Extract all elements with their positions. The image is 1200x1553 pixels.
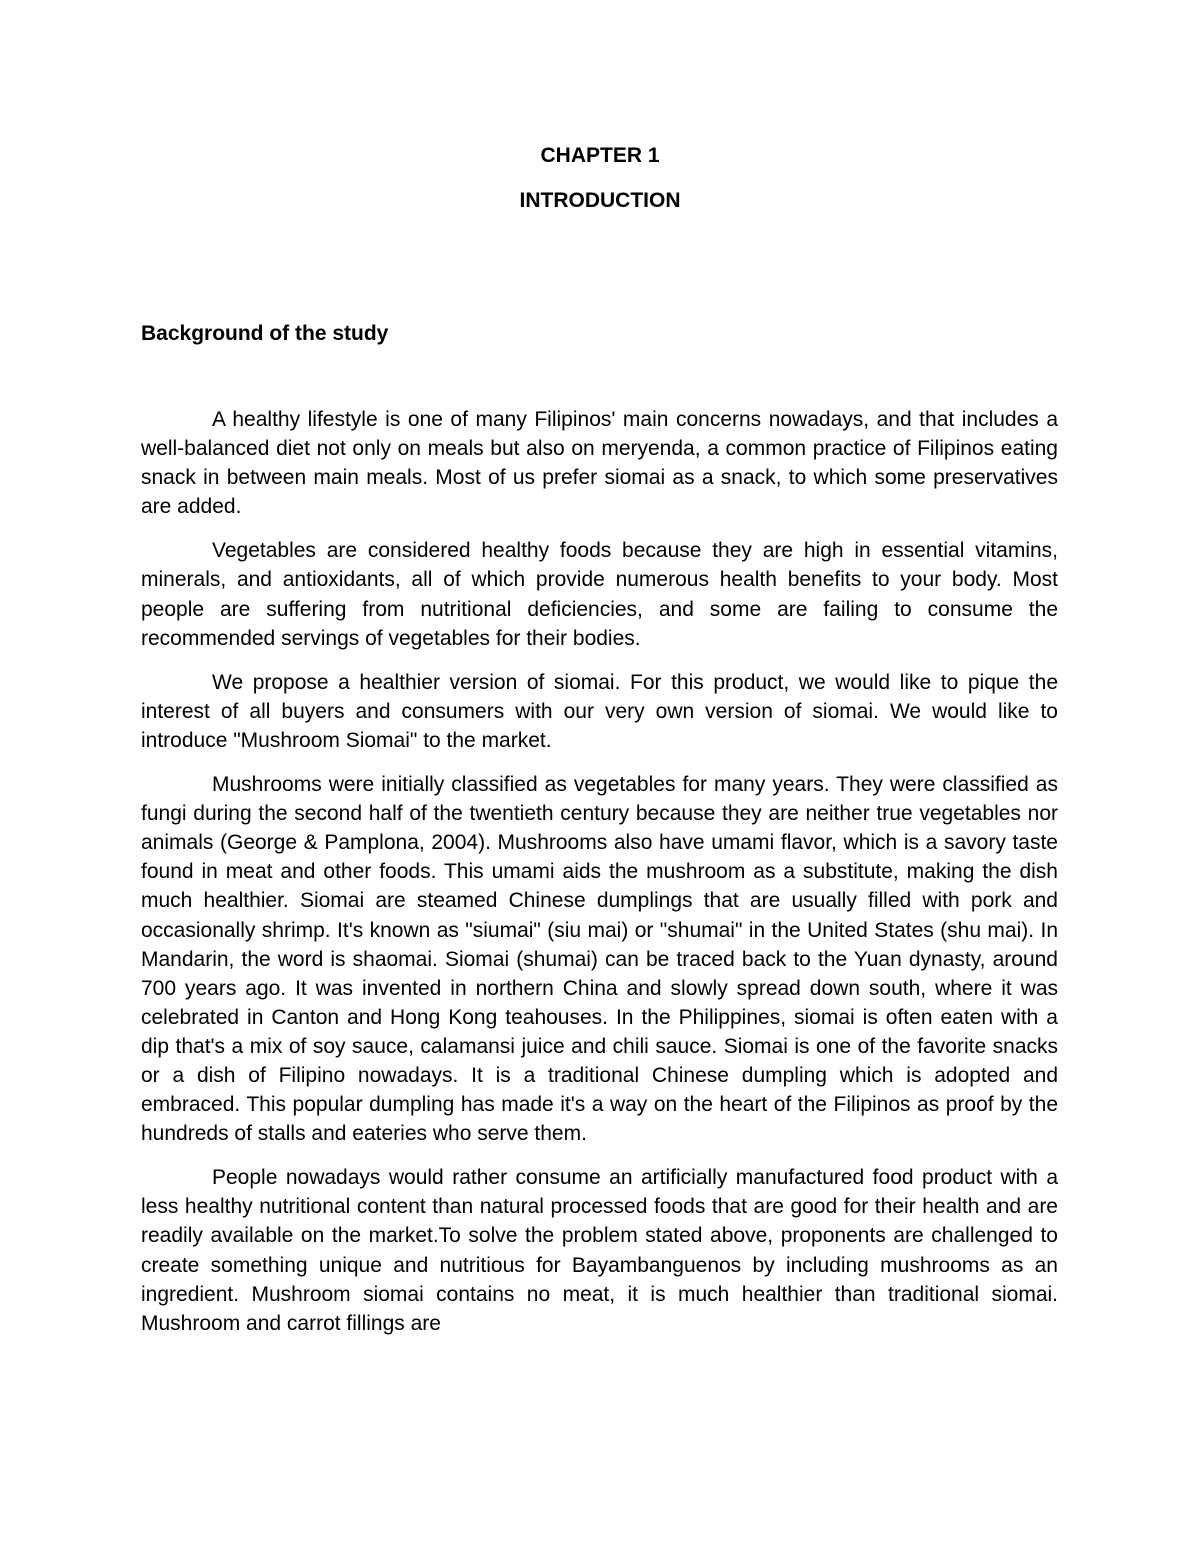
chapter-number: CHAPTER 1 — [540, 144, 660, 167]
paragraph: Mushrooms were initially classified as vegetables for many years. They were classified as fungi during the second half of the twentieth century because they are neither true vegetables nor animals (George & Pamplona, 2004). Mushrooms also have umami flavor, which is a savory taste found in meat and other foods. This umami aids the mushroom as a substitute, making the dish much healthier. Siomai are steamed Chinese dumplings that are usually filled with pork and occasionally shrimp. It's known as "siumai" (siu mai) or "shumai" in the United States (shu mai). In Mandarin, the word is shaomai. Siomai (shumai) can be traced back to the Yuan dynasty, around 700 years ago. It was invented in northern China and slowly spread down south, where it was celebrated in Canton and Hong Kong teahouses. In the Philippines, siomai is often eaten with a dip that's a mix of soy sauce, calamansi juice and chili sauce. Siomai is one of the favorite snacks or a dish of Filipino nowadays. It is a traditional Chinese dumpling which is adopted and embraced. This popular dumpling has made it's a way on the heart of the Filipinos as proof by the hundreds of stalls and eateries who serve them. — [141, 773, 1058, 1146]
chapter-title: INTRODUCTION — [519, 189, 681, 212]
paragraph: Vegetables are considered healthy foods because they are high in essential vitamins, minerals, and antioxidants, all of which provide numerous health benefits to your body. Most people are suffering from nutritional deficiencies, and some are failing to consume the recommended servings of vegetables for their bodies. — [141, 539, 1058, 650]
section-heading: Background of the study — [141, 322, 389, 345]
paragraph: People nowadays would rather consume an artificially manufactured food product with a less healthy nutritional content than natural processed foods that are good for their health and are readily available on the market.To solve the problem stated above, proponents are challenged to create something unique and nutritious for Bayambanguenos by including mushrooms as an ingredient. Mushroom siomai contains no meat, it is much healthier than traditional siomai. Mushroom and carrot fillings are — [141, 1166, 1058, 1335]
body-text — [141, 405, 1058, 1353]
paragraph: We propose a healthier version of siomai. For this product, we would like to pique the interest of all buyers and consumers with our very own version of siomai. We would like to introduce "Mushroom Siomai" to the market. — [141, 670, 1058, 752]
paragraph: A healthy lifestyle is one of many Filipinos' main concerns nowadays, and that includes a well-balanced diet not only on meals but also on meryenda, a common practice of Filipinos eating snack in between main meals. Most of us prefer siomai as a snack, to which some preservatives are added. — [141, 408, 1058, 519]
